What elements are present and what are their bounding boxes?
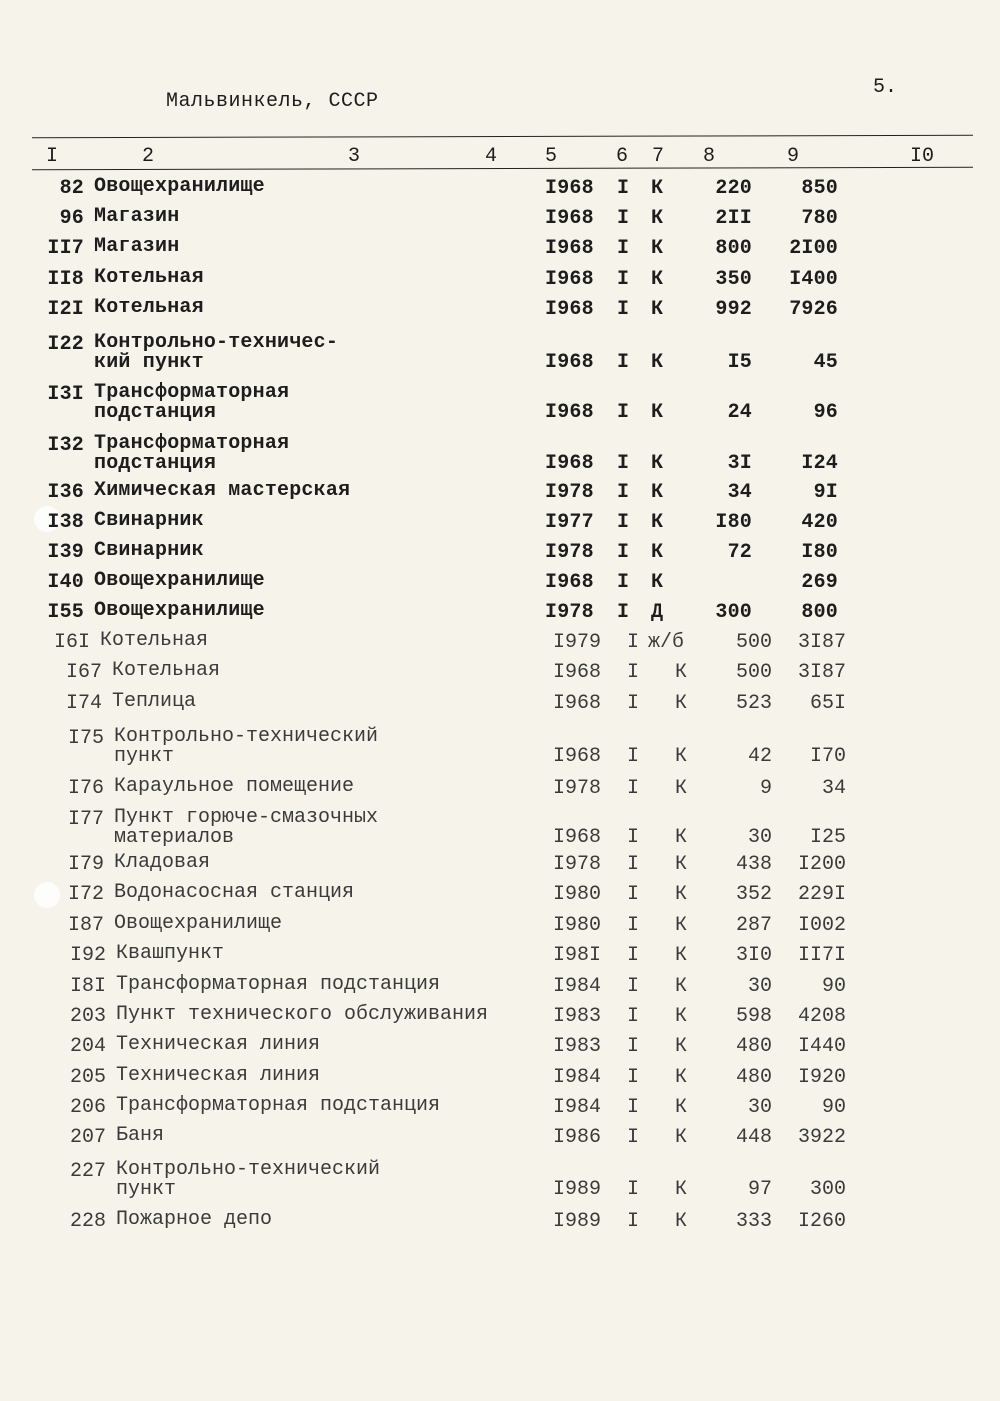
row-name: Контрольно-техничес- xyxy=(94,331,339,354)
row-name: Трансформаторная подстанция xyxy=(116,1094,441,1117)
row-col6: I xyxy=(627,692,640,715)
row-col7: К xyxy=(675,1126,688,1149)
row-col7: К xyxy=(675,975,688,998)
row-col9: I260 xyxy=(797,1210,846,1233)
row-col7: К xyxy=(651,452,664,475)
row-year: I978 xyxy=(545,601,594,624)
column-header: 3 xyxy=(348,145,361,168)
row-col7: К xyxy=(675,883,688,906)
row-col7: К xyxy=(675,1066,688,1089)
row-col9: I440 xyxy=(797,1035,846,1058)
row-year: I968 xyxy=(553,745,602,768)
row-name-continued: подстанция xyxy=(94,401,217,424)
row-year: I984 xyxy=(553,975,602,998)
row-col8: 24 xyxy=(727,401,752,424)
row-name: Пункт горюче-смазочных xyxy=(114,806,379,829)
row-col7: К xyxy=(651,511,664,534)
row-col7: К xyxy=(675,853,688,876)
row-col6: I xyxy=(627,745,640,768)
row-col7: К xyxy=(651,571,664,594)
row-name: Котельная xyxy=(112,659,221,682)
row-name-continued: кий пункт xyxy=(94,351,204,374)
row-col6: I xyxy=(627,631,640,654)
row-number: 203 xyxy=(69,1005,106,1028)
row-col9: I24 xyxy=(801,452,838,475)
row-col8: 800 xyxy=(715,237,752,260)
row-col8: 9 xyxy=(759,777,772,800)
row-col9: 800 xyxy=(801,601,838,624)
row-name: Свинарник xyxy=(94,539,204,562)
row-name: Водонасосная станция xyxy=(114,881,355,904)
row-year: I98I xyxy=(553,944,602,967)
column-header: 5 xyxy=(545,145,558,168)
row-name: Овощехранилище xyxy=(94,599,265,622)
column-header: 9 xyxy=(787,145,800,168)
row-number: I6I xyxy=(53,631,90,654)
row-col7: К xyxy=(675,1178,688,1201)
row-col7: К xyxy=(675,1005,688,1028)
row-col6: I xyxy=(617,481,630,504)
row-name-continued: пункт xyxy=(114,745,175,768)
row-col8: 42 xyxy=(747,745,772,768)
row-col6: I xyxy=(627,853,640,876)
row-col8: 30 xyxy=(747,826,772,849)
row-col6: I xyxy=(617,298,630,321)
row-name: Трансформаторная xyxy=(94,381,290,404)
row-name: Пункт технического обслуживания xyxy=(116,1003,489,1026)
column-header: 2 xyxy=(142,145,155,168)
row-name: Котельная xyxy=(100,629,209,652)
row-number: 82 xyxy=(59,177,84,200)
row-col6: I xyxy=(627,1210,640,1233)
row-year: I978 xyxy=(553,853,602,876)
row-year: I968 xyxy=(545,177,594,200)
row-col8: 287 xyxy=(735,914,772,937)
row-name: Магазин xyxy=(94,205,180,228)
row-col7: ж/б xyxy=(648,631,685,654)
table-header-rule xyxy=(32,167,973,170)
row-col7: К xyxy=(651,351,664,374)
row-col6: I xyxy=(627,914,640,937)
row-col9: 96 xyxy=(813,401,838,424)
row-name: Овощехранилище xyxy=(94,175,265,198)
row-col6: I xyxy=(627,777,640,800)
row-col6: I xyxy=(617,541,630,564)
row-col9: I002 xyxy=(797,914,846,937)
row-col8: 523 xyxy=(735,692,772,715)
row-col6: I xyxy=(617,268,630,291)
row-col7: К xyxy=(675,1210,688,1233)
row-name: Пожарное депо xyxy=(116,1208,273,1231)
row-number: I72 xyxy=(67,883,104,906)
row-year: I978 xyxy=(545,481,594,504)
row-number: I2I xyxy=(47,298,84,321)
row-col9: 229I xyxy=(797,883,846,906)
row-col9: 780 xyxy=(801,207,838,230)
column-header: 8 xyxy=(703,145,716,168)
column-header: I xyxy=(46,145,59,168)
row-col8: 500 xyxy=(735,631,772,654)
row-col8: 480 xyxy=(735,1066,772,1089)
row-col8: I5 xyxy=(727,351,752,374)
row-col8: 480 xyxy=(735,1035,772,1058)
row-year: I989 xyxy=(553,1210,602,1233)
row-col6: I xyxy=(617,237,630,260)
row-col6: I xyxy=(627,1035,640,1058)
row-number: I55 xyxy=(47,601,84,624)
row-name-continued: материалов xyxy=(114,826,235,849)
row-year: I968 xyxy=(553,692,602,715)
row-col6: I xyxy=(627,944,640,967)
row-col8: 30 xyxy=(747,975,772,998)
row-name: Овощехранилище xyxy=(114,912,283,935)
row-name: Баня xyxy=(116,1124,165,1147)
row-number: I39 xyxy=(47,541,84,564)
row-col9: 4208 xyxy=(797,1005,846,1028)
row-name: Теплица xyxy=(112,690,197,713)
row-col9: 45 xyxy=(813,351,838,374)
row-name: Котельная xyxy=(94,296,204,319)
row-number: I3I xyxy=(47,383,84,406)
row-number: I75 xyxy=(67,727,104,750)
row-name: Котельная xyxy=(94,266,204,289)
row-col6: I xyxy=(617,207,630,230)
row-col6: I xyxy=(617,401,630,424)
row-number: I36 xyxy=(47,481,84,504)
row-col7: К xyxy=(651,401,664,424)
row-col9: 90 xyxy=(821,1096,846,1119)
row-col8: 333 xyxy=(735,1210,772,1233)
row-year: I977 xyxy=(545,511,594,534)
row-col6: I xyxy=(617,571,630,594)
row-year: I968 xyxy=(545,207,594,230)
row-col9: I70 xyxy=(809,745,846,768)
row-col7: К xyxy=(675,661,688,684)
row-number: 228 xyxy=(69,1210,106,1233)
row-number: 227 xyxy=(69,1160,106,1183)
row-col6: I xyxy=(627,1096,640,1119)
row-col7: К xyxy=(651,268,664,291)
row-col7: К xyxy=(651,207,664,230)
row-col9: 3922 xyxy=(797,1126,846,1149)
row-col7: К xyxy=(651,177,664,200)
row-name-continued: пункт xyxy=(116,1178,177,1201)
row-col9: 420 xyxy=(801,511,838,534)
row-name: Контрольно-технический xyxy=(114,725,379,748)
row-year: I983 xyxy=(553,1005,602,1028)
row-col6: I xyxy=(617,351,630,374)
row-col8: 72 xyxy=(727,541,752,564)
row-year: I986 xyxy=(553,1126,602,1149)
row-year: I968 xyxy=(545,351,594,374)
row-col9: 3I87 xyxy=(797,631,846,654)
row-col9: 300 xyxy=(809,1178,846,1201)
row-col8: 438 xyxy=(735,853,772,876)
row-col7: Д xyxy=(651,601,664,624)
row-name: Трансформаторная xyxy=(94,432,290,455)
row-col9: 7926 xyxy=(789,298,838,321)
row-col9: 269 xyxy=(801,571,838,594)
row-col9: I80 xyxy=(801,541,838,564)
row-year: I978 xyxy=(545,541,594,564)
row-col7: К xyxy=(675,914,688,937)
row-col9: 850 xyxy=(801,177,838,200)
row-number: I77 xyxy=(67,808,104,831)
row-number: 96 xyxy=(59,207,84,230)
row-number: I74 xyxy=(65,692,102,715)
row-number: II8 xyxy=(47,268,84,291)
row-col7: К xyxy=(675,777,688,800)
row-col9: 2I00 xyxy=(789,237,838,260)
table-top-rule xyxy=(32,135,973,138)
row-col6: I xyxy=(617,177,630,200)
row-col9: I25 xyxy=(809,826,846,849)
row-year: I968 xyxy=(545,401,594,424)
row-col7: К xyxy=(675,692,688,715)
row-year: I984 xyxy=(553,1066,602,1089)
row-year: I979 xyxy=(553,631,602,654)
row-col8: 350 xyxy=(715,268,752,291)
row-col8: 2II xyxy=(715,207,752,230)
row-year: I983 xyxy=(553,1035,602,1058)
row-col9: I400 xyxy=(789,268,838,291)
row-name: Контрольно-технический xyxy=(116,1158,381,1181)
column-header: I0 xyxy=(910,145,935,168)
row-number: 205 xyxy=(69,1066,106,1089)
column-header: 4 xyxy=(485,145,498,168)
row-year: I968 xyxy=(545,452,594,475)
row-year: I984 xyxy=(553,1096,602,1119)
row-name: Караульное помещение xyxy=(114,775,355,798)
row-number: I92 xyxy=(69,944,106,967)
row-year: I968 xyxy=(545,237,594,260)
row-year: I980 xyxy=(553,883,602,906)
row-number: I87 xyxy=(67,914,104,937)
row-col8: 3I0 xyxy=(735,944,772,967)
row-col7: К xyxy=(675,1096,688,1119)
row-col8: 34 xyxy=(727,481,752,504)
row-col6: I xyxy=(617,601,630,624)
row-col6: I xyxy=(627,1066,640,1089)
row-number: II7 xyxy=(47,237,84,260)
row-col7: К xyxy=(651,298,664,321)
row-col9: 90 xyxy=(821,975,846,998)
row-col6: I xyxy=(627,975,640,998)
row-name: Овощехранилище xyxy=(94,569,265,592)
row-year: I968 xyxy=(545,268,594,291)
row-col6: I xyxy=(627,826,640,849)
row-col7: К xyxy=(675,826,688,849)
row-col6: I xyxy=(627,1126,640,1149)
row-col8: 97 xyxy=(747,1178,772,1201)
row-year: I980 xyxy=(553,914,602,937)
row-col9: 34 xyxy=(821,777,846,800)
row-col6: I xyxy=(627,661,640,684)
row-col9: 65I xyxy=(809,692,846,715)
page-title: Мальвинкель, СССР xyxy=(166,90,379,113)
row-col6: I xyxy=(627,1005,640,1028)
row-number: I32 xyxy=(47,434,84,457)
row-number: I76 xyxy=(67,777,104,800)
row-name: Химическая мастерская xyxy=(94,479,351,502)
row-number: I40 xyxy=(47,571,84,594)
row-year: I968 xyxy=(553,826,602,849)
row-col7: К xyxy=(675,1035,688,1058)
row-year: I968 xyxy=(545,571,594,594)
row-col7: К xyxy=(651,541,664,564)
row-year: I978 xyxy=(553,777,602,800)
row-col8: 992 xyxy=(715,298,752,321)
row-year: I968 xyxy=(553,661,602,684)
row-col9: 3I87 xyxy=(797,661,846,684)
row-col9: I920 xyxy=(797,1066,846,1089)
row-col9: 9I xyxy=(813,481,838,504)
row-col7: К xyxy=(675,745,688,768)
row-number: I38 xyxy=(47,511,84,534)
row-name: Квашпункт xyxy=(116,942,225,965)
row-number: 206 xyxy=(69,1096,106,1119)
row-col6: I xyxy=(627,883,640,906)
row-col8: 300 xyxy=(715,601,752,624)
row-number: 204 xyxy=(69,1035,106,1058)
row-name: Свинарник xyxy=(94,509,204,532)
column-header: 6 xyxy=(616,145,629,168)
row-name: Трансформаторная подстанция xyxy=(116,973,441,996)
row-col8: 448 xyxy=(735,1126,772,1149)
row-number: 207 xyxy=(69,1126,106,1149)
row-year: I989 xyxy=(553,1178,602,1201)
row-col8: 220 xyxy=(715,177,752,200)
row-col8: I80 xyxy=(715,511,752,534)
row-col8: 598 xyxy=(735,1005,772,1028)
row-number: I67 xyxy=(65,661,102,684)
row-name-continued: подстанция xyxy=(94,452,217,475)
row-col9: I200 xyxy=(797,853,846,876)
row-name: Магазин xyxy=(94,235,180,258)
row-col8: 30 xyxy=(747,1096,772,1119)
row-col7: К xyxy=(651,481,664,504)
row-year: I968 xyxy=(545,298,594,321)
row-col8: 3I xyxy=(727,452,752,475)
row-number: I79 xyxy=(67,853,104,876)
row-col9: II7I xyxy=(797,944,846,967)
row-name: Техническая линия xyxy=(116,1064,321,1087)
row-col8: 500 xyxy=(735,661,772,684)
row-name: Кладовая xyxy=(114,851,211,874)
row-col6: I xyxy=(627,1178,640,1201)
row-number: I22 xyxy=(47,333,84,356)
row-col6: I xyxy=(617,452,630,475)
row-col7: К xyxy=(651,237,664,260)
column-header: 7 xyxy=(652,145,665,168)
row-number: I8I xyxy=(69,975,106,998)
row-col8: 352 xyxy=(735,883,772,906)
row-col6: I xyxy=(617,511,630,534)
page-number: 5. xyxy=(873,76,898,99)
row-name: Техническая линия xyxy=(116,1033,321,1056)
row-col7: К xyxy=(675,944,688,967)
